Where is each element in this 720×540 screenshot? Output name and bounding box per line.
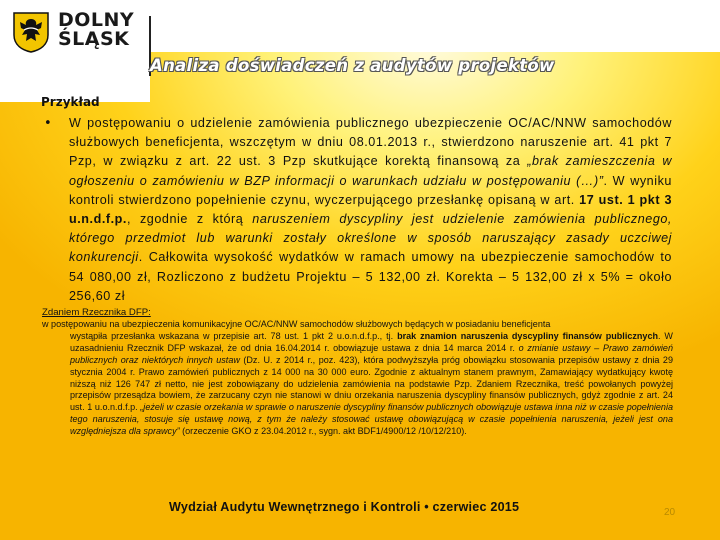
main-text-1: W postępowaniu o udzielenie zamówienia publicznego ubezpieczenie OC/AC/NNW samochodów służbowych beneficjenta, wszczętym w dniu 08.01.2013 r., stwierdzono naruszenie art. 41 pkt 7 Pzp, w związku z art. 22 ust. 3 Pzp skutkujące korektą finansową za (69, 116, 672, 169)
rzecznik-text-3: . W uzasadnieniu Rzecznik DFP wskazał, że od dnia 16.04.2014 r. obowiązuje ustawa z dnia 14 marca 2014 r. (70, 330, 673, 353)
footer-text: Wydział Audytu Wewnętrznego i Kontroli • czerwiec 2015 (169, 500, 520, 514)
eagle-shield-icon (12, 11, 50, 53)
rzecznik-bold-conclusion: brak znamion naruszenia dyscypliny finansów publicznych (397, 330, 658, 341)
section-label: Przykład (41, 95, 100, 109)
main-paragraph (69, 114, 672, 306)
bullet-marker: • (44, 116, 52, 131)
rzecznik-italic-quote: „jeżeli w czasie orzekania w sprawie o naruszenie dyscypliny finansów publicznych obowiązuje ustawa inna niż w czasie popełnienia tego naruszenia, stosuje się ustawę nową, z tym że należy stosować ustawę obowiązującą w czasie popełnienia naruszenia, jeżeli jest ona względniejsza dla sprawcy” (70, 402, 673, 437)
logo-line-1: DOLNY (58, 9, 135, 31)
main-quote: „brak zamieszczenia w ogłoszeniu o zamówieniu w BZP informacji o warunkach udziału w postępowaniu (…)” (69, 154, 672, 188)
main-text-7: . Całkowita wysokość wydatków w ramach umowy na ubezpieczenie samochodów to 54 080,00 zł, Rozliczono z budżetu Projektu – 5 132,00 zł. Korekta – 5 132,00 zł x 5% = około 256,60 zł (69, 250, 672, 303)
rzecznik-first-line: w postępowaniu na ubezpieczenia komunikacyjne OC/AC/NNW samochodów służbowych będących w posiadaniu beneficjenta (42, 319, 551, 329)
main-italic-definition: naruszeniem dyscypliny jest udzielenie zamówienia publicznego, którego przedmiot lub warunki zostały określone w sposób naruszający zasady uczciwej konkurencji (69, 212, 672, 265)
page-number: 20 (664, 507, 676, 518)
dolny-slask-logo (12, 11, 152, 53)
logo-line-2: ŚLĄSK (58, 28, 130, 50)
slide-title: Analiza doświadczeń z audytów projektów (150, 56, 555, 75)
rzecznik-paragraph (42, 319, 673, 438)
rzecznik-rest (42, 331, 673, 438)
rzecznik-text-1: wystąpiła przesłanka wskazana w przepisie art. 78 ust. 1 pkt 2 u.o.n.d.f.p., tj. (70, 330, 398, 341)
main-text-5: , zgodnie z którą (126, 212, 253, 227)
rzecznik-italic-act: o zmianie ustawy – Prawo zamówień publicznych oraz niektórych innych ustaw (70, 342, 673, 365)
rzecznik-text-7: (orzeczenie GKO z 23.04.2012 r., sygn. akt BDF1/4900/12 /10/12/210). (179, 426, 467, 437)
main-text-3: . W wyniku kontroli stwierdzono popełnienie czynu, wyczerpującego przesłankę opisaną w art. (69, 173, 672, 207)
rzecznik-heading: Zdaniem Rzecznika DFP: (42, 307, 151, 318)
rzecznik-text-5: (Dz. U. z 2014 r., poz. 423), która podwyższyła próg obowiązku stosowania przepisów ustawy z dnia 29 stycznia 2004 r. Prawo zamówień publicznych z 14 000 na 30 000 euro. Zgodnie z aktualnym stanem prawnym, Zamawiający wydatkujący kwotę niższą niż 126 747 zł netto, nie jest zobowiązany do udzielenia zamówienia na podstawie Pzp. Zdaniem Rzecznika, treść powołanych powyżej przepisów przesądza bowiem, że zarzucany czyn nie stanowi w dniu orzekania naruszenia dyscypliny finansów publicznych, gdyż zgodnie z art. 24 ust. 1 u.o.n.d.f.p. (70, 354, 673, 413)
main-legal-ref: 17 ust. 1 pkt 3 u.n.d.f.p. (69, 192, 672, 227)
logo-wordmark (58, 11, 134, 49)
